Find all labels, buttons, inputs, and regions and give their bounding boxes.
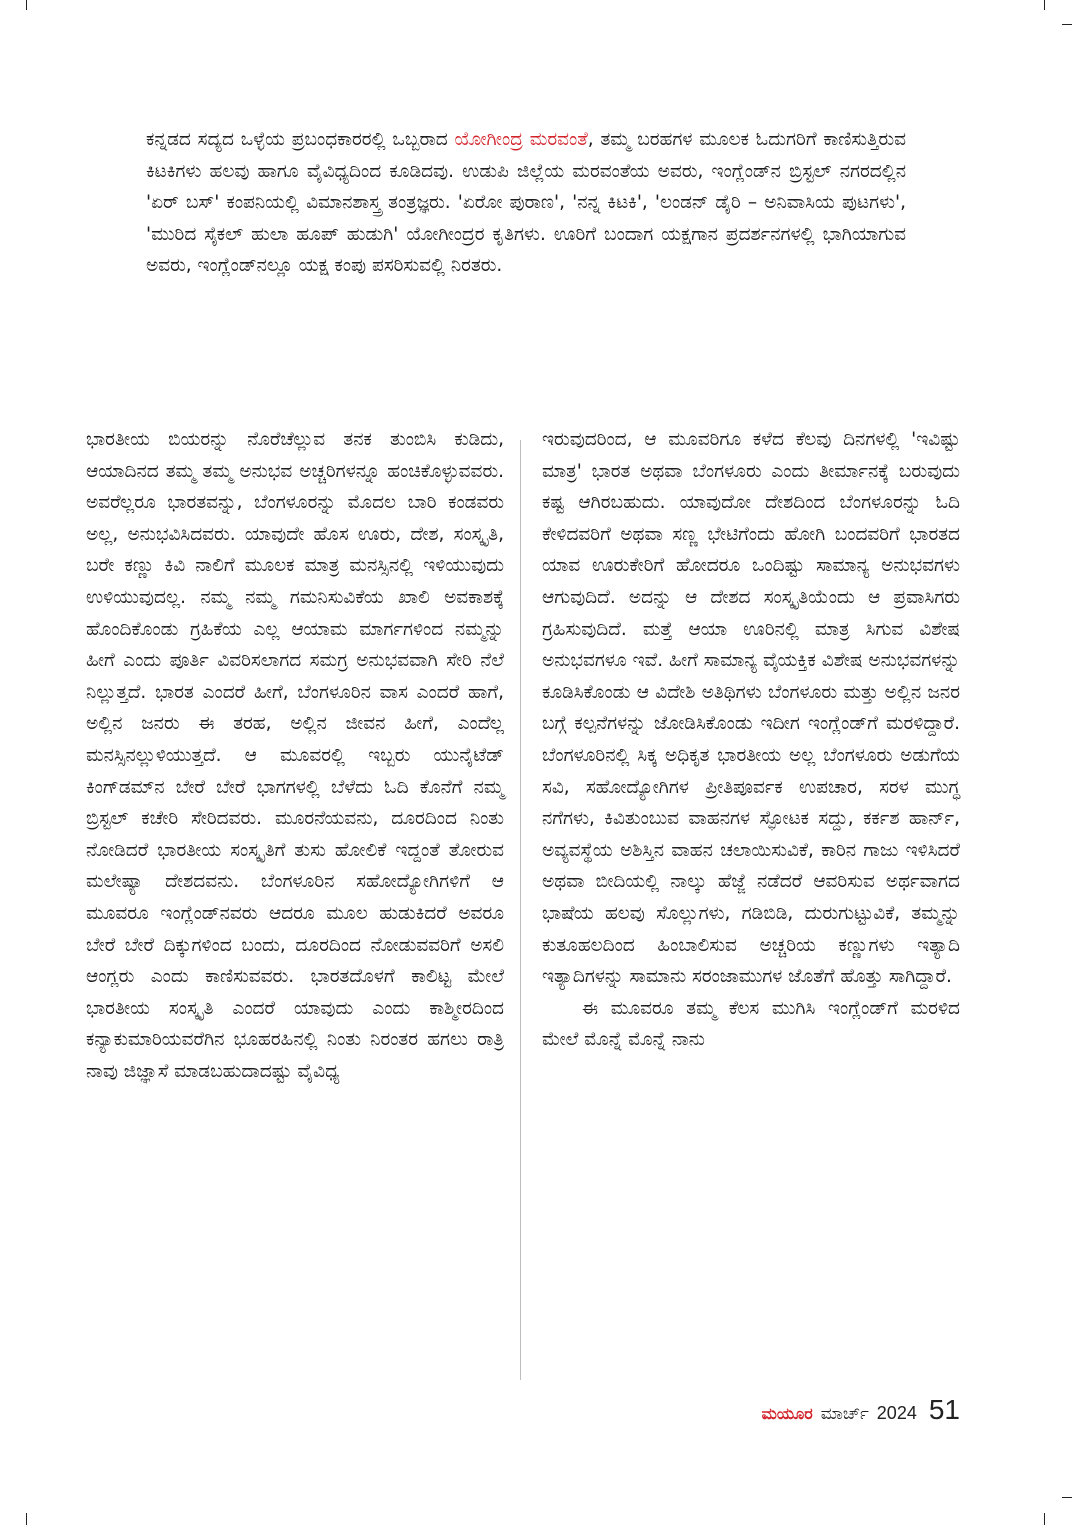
- crop-mark-bottom-right: [1044, 1513, 1045, 1525]
- body-column-right: [542, 424, 960, 1056]
- crop-mark-bottom-left: [26, 1513, 27, 1525]
- crop-mark-right-lower: [1062, 1497, 1072, 1498]
- issue-year: 2024: [876, 1403, 917, 1423]
- page-footer: [762, 1394, 960, 1426]
- body-paragraph: ಈ ಮೂವರೂ ತಮ್ಮ ಕೆಲಸ ಮುಗಿಸಿ ಇಂಗ್ಲೆಂಡ್‌ಗೆ ಮರಳಿದ ಮೇಲೆ ಮೊನ್ನೆ ಮೊನ್ನೆ ನಾನು: [542, 997, 960, 1051]
- author-name: ಯೋಗೀಂದ್ರ ಮರವಂತೆ: [454, 129, 588, 150]
- intro-text-after: , ತಮ್ಮ ಬರಹಗಳ ಮೂಲಕ ಓದುಗರಿಗೆ ಕಾಣಿಸುತ್ತಿರುವ ಕಿಟಕಿಗಳು ಹಲವು ಹಾಗೂ ವೈವಿಧ್ಯದಿಂದ ಕೂಡಿದವು. ಉಡುಪಿ ಜಿಲ್ಲೆಯ ಮರವಂತೆಯ ಅವರು, ಇಂಗ್ಲೆಂಡ್‌ನ ಬ್ರಿಸ್ಟಲ್ ನಗರದಲ್ಲಿನ 'ಏರ್ ಬಸ್' ಕಂಪನಿಯಲ್ಲಿ ವಿಮಾನಶಾಸ್ತ್ರ ತಂತ್ರಜ್ಞರು. 'ಏರೋ ಪುರಾಣ', 'ನನ್ನ ಕಿಟಕಿ', 'ಲಂಡನ್ ಡೈರಿ – ಅನಿವಾಸಿಯ ಪುಟಗಳು', 'ಮುರಿದ ಸೈಕಲ್ ಹುಲಾ ಹೂಪ್ ಹುಡುಗಿ' ಯೋಗೀಂದ್ರರ ಕೃತಿಗಳು. ಊರಿಗೆ ಬಂದಾಗ ಯಕ್ಷಗಾನ ಪ್ರದರ್ಶನಗಳಲ್ಲಿ ಭಾಗಿಯಾಗುವ ಅವರು, ಇಂಗ್ಲೆಂಡ್‌ನಲ್ಲೂ ಯಕ್ಷ ಕಂಪು ಪಸರಿಸುವಲ್ಲಿ ನಿರತರು.: [146, 129, 906, 276]
- issue-month: ಮಾರ್ಚ್: [820, 1404, 869, 1424]
- page-number: 51: [928, 1394, 960, 1425]
- body-paragraph: ಭಾರತೀಯ ಬಿಯರನ್ನು ನೊರೆಚೆಲ್ಲುವ ತನಕ ತುಂಬಿಸಿ ಕುಡಿದು, ಆಯಾದಿನದ ತಮ್ಮ ತಮ್ಮ ಅನುಭವ ಅಚ್ಚರಿಗಳನ್ನೂ ಹಂಚಿಕೊಳ್ಳುವವರು. ಅವರೆಲ್ಲರೂ ಭಾರತವನ್ನು, ಬೆಂಗಳೂರನ್ನು ಮೊದಲ ಬಾರಿ ಕಂಡವರು ಅಲ್ಲ, ಅನುಭವಿಸಿದವರು. ಯಾವುದೇ ಹೊಸ ಊರು, ದೇಶ, ಸಂಸ್ಕೃತಿ, ಬರೇ ಕಣ್ಣು ಕಿವಿ ನಾಲಿಗೆ ಮೂಲಕ ಮಾತ್ರ ಮನಸ್ಸಿನಲ್ಲಿ ಇಳಿಯುವುದು ಉಳಿಯುವುದಲ್ಲ. ನಮ್ಮ ನಮ್ಮ ಗಮನಿಸುವಿಕೆಯ ಖಾಲಿ ಅವಕಾಶಕ್ಕೆ ಹೊಂದಿಕೊಂಡು ಗ್ರಹಿಕೆಯ ಎಲ್ಲ ಆಯಾಮ ಮಾರ್ಗಗಳಿಂದ ನಮ್ಮನ್ನು ಹೀಗೆ ಎಂದು ಪೂರ್ತಿ ವಿವರಿಸಲಾಗದ ಸಮಗ್ರ ಅನುಭವವಾಗಿ ಸೇರಿ ನೆಲೆ ನಿಲ್ಲುತ್ತದೆ. ಭಾರತ ಎಂದರೆ ಹೀಗೆ, ಬೆಂಗಳೂರಿನ ವಾಸ ಎಂದರೆ ಹಾಗೆ, ಅಲ್ಲಿನ ಜನರು ಈ ತರಹ, ಅಲ್ಲಿನ ಜೀವನ ಹೀಗೆ, ಎಂದೆಲ್ಲ ಮನಸ್ಸಿನಲ್ಲುಳಿಯುತ್ತದೆ. ಆ ಮೂವರಲ್ಲಿ ಇಬ್ಬರು ಯುನೈಟೆಡ್ ಕಿಂಗ್‌ಡಮ್‌ನ ಬೇರೆ ಬೇರೆ ಭಾಗಗಳಲ್ಲಿ ಬೆಳೆದು ಓದಿ ಕೊನೆಗೆ ನಮ್ಮ ಬ್ರಿಸ್ಟಲ್ ಕಚೇರಿ ಸೇರಿದವರು. ಮೂರನೆಯವನು, ದೂರದಿಂದ ನಿಂತು ನೋಡಿದರೆ ಭಾರತೀಯ ಸಂಸ್ಕೃತಿಗೆ ತುಸು ಹೋಲಿಕೆ ಇದ್ದಂತೆ ತೋರುವ ಮಲೇಷ್ಯಾ ದೇಶದವನು. ಬೆಂಗಳೂರಿನ ಸಹೋದ್ಯೋಗಿಗಳಿಗೆ ಆ ಮೂವರೂ ಇಂಗ್ಲೆಂಡ್‌ನವರು ಆದರೂ ಮೂಲ ಹುಡುಕಿದರೆ ಅವರೂ ಬೇರೆ ಬೇರೆ ದಿಕ್ಕುಗಳಿಂದ ಬಂದು, ದೂರದಿಂದ ನೋಡುವವರಿಗೆ ಅಸಲಿ ಆಂಗ್ಲರು ಎಂದು ಕಾಣಿಸುವವರು. ಭಾರತದೊಳಗೆ ಕಾಲಿಟ್ಟ ಮೇಲೆ ಭಾರತೀಯ ಸಂಸ್ಕೃತಿ ಎಂದರೆ ಯಾವುದು ಎಂದು ಕಾಶ್ಮೀರದಿಂದ ಕನ್ಯಾಕುಮಾರಿಯವರೆಗಿನ ಭೂಹರಹಿನಲ್ಲಿ ನಿಂತು ನಿರಂತರ ಹಗಲು ರಾತ್ರಿ ನಾವು ಜಿಜ್ಞಾಸೆ ಮಾಡಬಹುದಾದಷ್ಟು ವೈವಿಧ್ಯ: [86, 429, 504, 1082]
- body-paragraph: ಇರುವುದರಿಂದ, ಆ ಮೂವರಿಗೂ ಕಳೆದ ಕೆಲವು ದಿನಗಳಲ್ಲಿ 'ಇವಿಷ್ಟು ಮಾತ್ರ' ಭಾರತ ಅಥವಾ ಬೆಂಗಳೂರು ಎಂದು ತೀರ್ಮಾನಕ್ಕೆ ಬರುವುದು ಕಷ್ಟ ಆಗಿರಬಹುದು. ಯಾವುದೋ ದೇಶದಿಂದ ಬೆಂಗಳೂರನ್ನು ಓದಿ ಕೇಳಿದವರಿಗೆ ಅಥವಾ ಸಣ್ಣ ಭೇಟಿಗೆಂದು ಹೋಗಿ ಬಂದವರಿಗೆ ಭಾರತದ ಯಾವ ಊರುಕೇರಿಗೆ ಹೋದರೂ ಒಂದಿಷ್ಟು ಸಾಮಾನ್ಯ ಅನುಭವಗಳು ಆಗುವುದಿದೆ. ಅದನ್ನು ಆ ದೇಶದ ಸಂಸ್ಕೃತಿಯೆಂದು ಆ ಪ್ರವಾಸಿಗರು ಗ್ರಹಿಸುವುದಿದೆ. ಮತ್ತೆ ಆಯಾ ಊರಿನಲ್ಲಿ ಮಾತ್ರ ಸಿಗುವ ವಿಶೇಷ ಅನುಭವಗಳೂ ಇವೆ. ಹೀಗೆ ಸಾಮಾನ್ಯ ವೈಯಕ್ತಿಕ ವಿಶೇಷ ಅನುಭವಗಳನ್ನು ಕೂಡಿಸಿಕೊಂಡು ಆ ವಿದೇಶಿ ಅತಿಥಿಗಳು ಬೆಂಗಳೂರು ಮತ್ತು ಅಲ್ಲಿನ ಜನರ ಬಗ್ಗೆ ಕಲ್ಪನೆಗಳನ್ನು ಜೋಡಿಸಿಕೊಂಡು ಇದೀಗ ಇಂಗ್ಲೆಂಡ್‌ಗೆ ಮರಳಿದ್ದಾರೆ. ಬೆಂಗಳೂರಿನಲ್ಲಿ ಸಿಕ್ಕ ಅಧಿಕೃತ ಭಾರತೀಯ ಅಲ್ಲ ಬೆಂಗಳೂರು ಅಡುಗೆಯ ಸವಿ, ಸಹೋದ್ಯೋಗಿಗಳ ಪ್ರೀತಿಪೂರ್ವಕ ಉಪಚಾರ, ಸರಳ ಮುಗ್ಧ ನಗೆಗಳು, ಕಿವಿತುಂಬುವ ವಾಹನಗಳ ಸ್ಫೋಟಕ ಸದ್ದು, ಕರ್ಕಶ ಹಾರ್ನ್, ಅವ್ಯವಸ್ಥೆಯ ಅಶಿಸ್ತಿನ ವಾಹನ ಚಲಾಯಿಸುವಿಕೆ, ಕಾರಿನ ಗಾಜು ಇಳಿಸಿದರೆ ಅಥವಾ ಬೀದಿಯಲ್ಲಿ ನಾಲ್ಕು ಹೆಜ್ಜೆ ನಡೆದರೆ ಆವರಿಸುವ ಅರ್ಥವಾಗದ ಭಾಷೆಯ ಹಲವು ಸೊಲ್ಲುಗಳು, ಗಡಿಬಿಡಿ, ದುರುಗುಟ್ಟುವಿಕೆ, ತಮ್ಮನ್ನು ಕುತೂಹಲದಿಂದ ಹಿಂಬಾಲಿಸುವ ಅಚ್ಚರಿಯ ಕಣ್ಣುಗಳು ಇತ್ಯಾದಿ ಇತ್ಯಾದಿಗಳನ್ನು ಸಾಮಾನು ಸರಂಜಾಮುಗಳ ಜೊತೆಗೆ ಹೊತ್ತು ಸಾಗಿದ್ದಾರೆ.: [542, 429, 960, 988]
- crop-mark-top-right: [1044, 0, 1045, 10]
- crop-mark-top-left: [26, 0, 27, 10]
- intro-text-before: ಕನ್ನಡದ ಸದ್ಯದ ಒಳ್ಳೆಯ ಪ್ರಬಂಧಕಾರರಲ್ಲಿ ಒಬ್ಬರಾದ: [146, 129, 455, 150]
- magazine-logo: ಮಯೂರ: [761, 1404, 813, 1423]
- author-intro: [146, 124, 906, 282]
- crop-mark-right-upper: [1062, 24, 1072, 25]
- body-column-left: [86, 424, 504, 1087]
- column-divider: [520, 440, 521, 1380]
